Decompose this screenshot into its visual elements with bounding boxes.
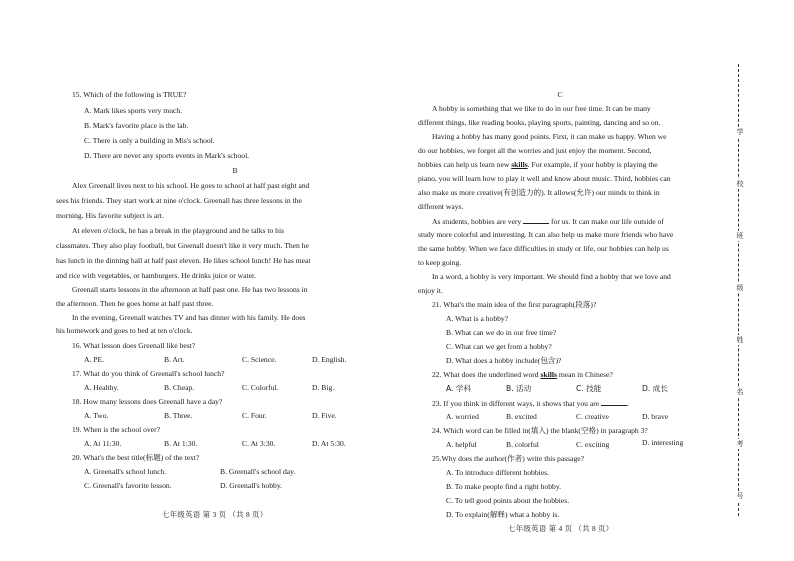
q25-option-a: A. To introduce different hobbies. [446, 468, 549, 477]
passage-c-text: As students, hobbies are very [432, 217, 524, 226]
blank-line [523, 216, 549, 224]
passage-b-line: his homework and goes to bed at ten o'clock. [56, 326, 193, 335]
q15-stem: 15. Which of the following is TRUE? [72, 90, 187, 99]
q22-stem-text: mean in Chinese? [556, 370, 613, 379]
passage-c-line: In a word, a hobby is very important. We should find a hobby that we love and [432, 272, 671, 281]
q22-underlined-word: skills [540, 370, 557, 379]
q21-option-c: C. What can we get from a hobby? [446, 342, 552, 351]
q23-option-c: C. creative [576, 412, 609, 421]
section-c-heading: C [557, 90, 563, 99]
binding-label-char: 学 [736, 128, 744, 136]
binding-label-char: 姓 [736, 336, 744, 344]
q18-option-c: C. Four. [242, 411, 267, 420]
q24-option-a: A. helpful [446, 440, 477, 449]
passage-c-line [418, 160, 658, 169]
q17-option-a: A. Healthy. [84, 383, 119, 392]
q21-option-a: A. What is a hobby? [446, 314, 509, 323]
passage-c-line: also make us more creative(有创造力的). It allows(允许) our minds to think in [418, 188, 660, 197]
q16-stem: 16. What lesson does Greenall like best? [72, 341, 196, 350]
q22-option-d: D. 成长 [642, 384, 668, 393]
q23-option-a: A. worried [446, 412, 479, 421]
passage-c-line: to keep going. [418, 258, 462, 267]
q18-stem: 18. How many lessons does Greenall have a day? [72, 397, 223, 406]
passage-c-line [432, 216, 664, 226]
q23-option-b: B. excited [506, 412, 537, 421]
q20-option-c: C. Greenall's favorite lesson. [84, 481, 172, 490]
q22-stem [432, 370, 613, 379]
passage-b-line: Alex Greenall lives next to his school. He goes to school at half past eight and [72, 181, 310, 190]
binding-label-char: 考 [736, 440, 744, 448]
binding-label-char: 级 [736, 284, 744, 292]
binding-label-char: 号 [736, 492, 744, 500]
passage-b-line: and rice with vegetables, or hamburgers. He drinks juice or water. [56, 271, 256, 280]
passage-c-text: . For example, if your hobby is playing the [527, 160, 658, 169]
q25-option-c: C. To tell good points about the hobbies. [446, 496, 570, 505]
q17-stem: 17. What do you think of Greenall's school lunch? [72, 369, 225, 378]
q24-option-c: C. exciting [576, 440, 610, 449]
passage-c-text: for us. It can make our life outside of [549, 217, 664, 226]
passage-b-line: has lunch in the dinning hall at half past eleven. He likes school lunch! He has meat [56, 256, 311, 265]
q19-option-b: B. At 1:30. [164, 439, 198, 448]
right-page-footer: 七年级英语 第 4 页 （共 8 页） [508, 524, 614, 533]
passage-b-line: the afternoon. Then he goes home at half past three. [56, 299, 214, 308]
q22-option-c: C. 技能 [576, 384, 602, 393]
passage-c-line: do our hobbies, we forget all the worries and just enjoy the moment. Second, [418, 146, 652, 155]
q23-stem [432, 398, 629, 408]
blank-line [601, 398, 627, 406]
q17-option-b: B. Cheap. [164, 383, 195, 392]
q17-option-d: D. Big. [312, 383, 335, 392]
q15-option-c: C. There is only a building in Mis's school. [84, 136, 215, 145]
q19-option-a: A. At 11:30. [84, 439, 122, 448]
q18-option-a: A. Two. [84, 411, 109, 420]
underlined-word-skills: skills [511, 160, 528, 169]
binding-label-char: 校 [736, 180, 744, 188]
q15-option-a: A. Mark likes sports very much. [84, 106, 183, 115]
passage-b-line: In the evening, Greenall watches TV and has dinner with his family. He does [72, 313, 306, 322]
q17-option-c: C. Colorful. [242, 383, 279, 392]
passage-b-line: At eleven o'clock, he has a break in the playground and he talks to his [72, 226, 285, 235]
q20-option-d: D. Greenall's hobby. [220, 481, 283, 490]
binding-label-char: 班 [736, 232, 744, 240]
binding-label-char: 名 [736, 388, 744, 396]
q18-option-d: D. Five. [312, 411, 337, 420]
q16-option-d: D. English. [312, 355, 347, 364]
passage-c-line: enjoy it. [418, 286, 443, 295]
passage-c-line: different things, like reading books, playing sports, painting, dancing and so on. [418, 118, 661, 127]
q23-option-d: D. brave [642, 412, 669, 421]
q22-stem-text: 22. What does the underlined word [432, 370, 541, 379]
passage-c-line: Having a hobby has many good points. First, it can make us happy. When we [432, 132, 667, 141]
left-page-footer: 七年级英语 第 3 页 （共 8 页） [162, 510, 268, 519]
section-b-heading: B [232, 166, 238, 175]
q21-option-b: B. What can we do in our free time? [446, 328, 557, 337]
passage-c-line: different ways. [418, 202, 464, 211]
passage-b-line: sees his friends. They start work at nine o'clock. Greenall has three lessons in the [56, 196, 302, 205]
q19-option-c: C. At 3:30. [242, 439, 276, 448]
q18-option-b: B. Three. [164, 411, 193, 420]
passage-b-line: morning. His favorite subject is art. [56, 211, 164, 220]
q20-option-a: A. Greenall's school lunch. [84, 467, 167, 476]
q22-option-a: A. 学科 [446, 384, 472, 393]
passage-b-line: classmates. They also play football, but Greenall doesn't like it very much. Then he [56, 241, 309, 250]
passage-c-line: the same hobby. When we face difficulties in study or life, our hobbies can help us [418, 244, 669, 253]
q16-option-c: C. Science. [242, 355, 277, 364]
q25-option-d: D. To explain(解释) what a hobby is. [446, 510, 560, 519]
passage-c-line: study more colorful and interesting. It can also help us make more friends who have [418, 230, 674, 239]
passage-c-text: hobbies can help us learn new [418, 160, 512, 169]
q23-stem-text: . [627, 399, 629, 408]
q24-stem: 24. Which word can be filled in(填入) the blank(空格) in paragraph 3? [432, 426, 648, 435]
q24-option-d: D. interesting [642, 438, 684, 447]
q21-option-d: D. What does a hobby include(包含)? [446, 356, 562, 365]
passage-c-line: piano, you will learn how to play it well and know about music. Third, hobbies can [418, 174, 671, 183]
q25-stem: 25.Why does the author(作者) write this passage? [432, 454, 585, 463]
q20-option-b: B. Greenall's school day. [220, 467, 296, 476]
passage-b-line: Greenall starts lessons in the afternoon at half past one. He has two lessons in [72, 285, 308, 294]
q16-option-b: B. Art. [164, 355, 185, 364]
q19-stem: 19. When is the school over? [72, 425, 161, 434]
q21-stem: 21. What's the main idea of the first paragraph(段落)? [432, 300, 597, 309]
q24-option-b: B. colorful [506, 440, 539, 449]
q15-option-d: D. There are never any sports events in Mark's school. [84, 151, 250, 160]
passage-c-line: A hobby is something that we like to do in our free time. It can be many [432, 104, 651, 113]
q20-stem: 20. What's the best title(标题) of the text? [72, 453, 200, 462]
q19-option-d: D. At 5:30. [312, 439, 346, 448]
q16-option-a: A. PE. [84, 355, 105, 364]
q22-option-b: B. 活动 [506, 384, 532, 393]
q25-option-b: B. To make people find a right hobby. [446, 482, 562, 491]
q15-option-b: B. Mark's favorite place is the lab. [84, 121, 189, 130]
q23-stem-text: 23. If you think in different ways, it shows that you are [432, 399, 600, 408]
